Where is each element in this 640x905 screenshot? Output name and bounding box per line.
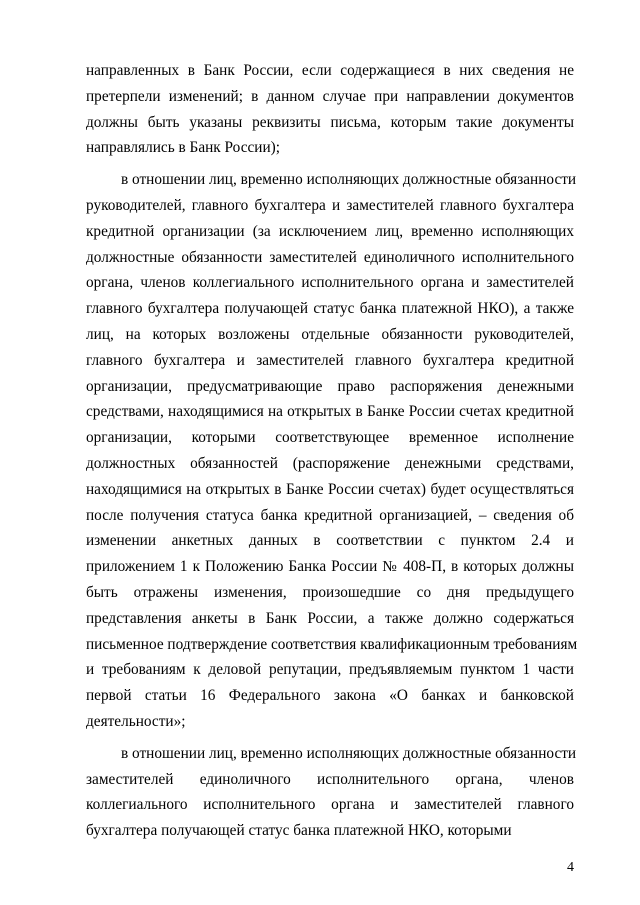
text-line: органа, членов коллегиального исполнительного органа и заместителей	[86, 274, 574, 292]
text-line: организации, которыми соответствующее временное исполнение	[86, 429, 574, 447]
text-line: руководителей, главного бухгалтера и заместителей главного бухгалтера	[86, 196, 574, 214]
text-line: после получения статуса банка кредитной организацией, – сведения об	[86, 506, 574, 524]
text-line: претерпели изменений; в данном случае при направлении документов	[86, 87, 574, 105]
text-line: письменное подтверждение соответствия квалификационным требованиям	[86, 635, 578, 653]
text-line: в отношении лиц, временно исполняющих должностные обязанности	[121, 744, 577, 762]
text-line: направлялись в Банк России);	[86, 139, 281, 157]
text-line: главного бухгалтера получающей статус банка платежной НКО), а также	[86, 300, 574, 318]
page-number: 4	[567, 860, 574, 875]
text-line: направленных в Банк России, если содержащиеся в них сведения не	[86, 62, 574, 79]
text-line: организации, предусматривающие право распоряжения денежными	[86, 377, 574, 395]
paragraph	[86, 167, 578, 735]
text-line: должностных обязанностей (распоряжение денежными средствами,	[86, 454, 574, 472]
text-line: находящимися на открытых в Банке России счетах) будет осуществляться	[86, 480, 574, 498]
paragraph	[86, 741, 577, 844]
text-line: кредитной организации (за исключением лиц, временно исполняющих	[86, 222, 574, 240]
body-text	[86, 58, 578, 844]
text-line: первой статьи 16 Федерального закона «О банках и банковской	[86, 687, 574, 705]
text-line: в отношении лиц, временно исполняющих должностные обязанности	[121, 171, 577, 189]
text-line: бухгалтера получающей статус банка платежной НКО, которыми	[86, 822, 512, 840]
text-line: главного бухгалтера и заместителей главного бухгалтера кредитной	[86, 351, 574, 369]
text-line: и требованиям к деловой репутации, предъявляемым пунктом 1 части	[86, 661, 574, 679]
text-line: должностные обязанности заместителей единоличного исполнительного	[86, 248, 574, 266]
text-line: изменении анкетных данных в соответствии с пунктом 2.4 и	[86, 532, 574, 550]
text-line: лиц, на которых возложены отдельные обязанности руководителей,	[86, 325, 574, 343]
text-line: должны быть указаны реквизиты письма, которым такие документы	[86, 113, 574, 131]
paragraph	[86, 58, 574, 161]
text-line: представления анкеты в Банк России, а также должно содержаться	[86, 609, 574, 627]
text-line: коллегиального исполнительного органа и заместителей главного	[86, 796, 574, 814]
text-line: быть отражены изменения, произошедшие со дня предыдущего	[86, 583, 574, 601]
text-line: деятельности»;	[86, 712, 186, 730]
text-line: средствами, находящимися на открытых в Банке России счетах кредитной	[86, 403, 574, 421]
text-line: приложением 1 к Положению Банка России № 408-П, в которых должны	[86, 558, 574, 576]
text-line: заместителей единоличного исполнительного органа, членов	[86, 770, 574, 788]
